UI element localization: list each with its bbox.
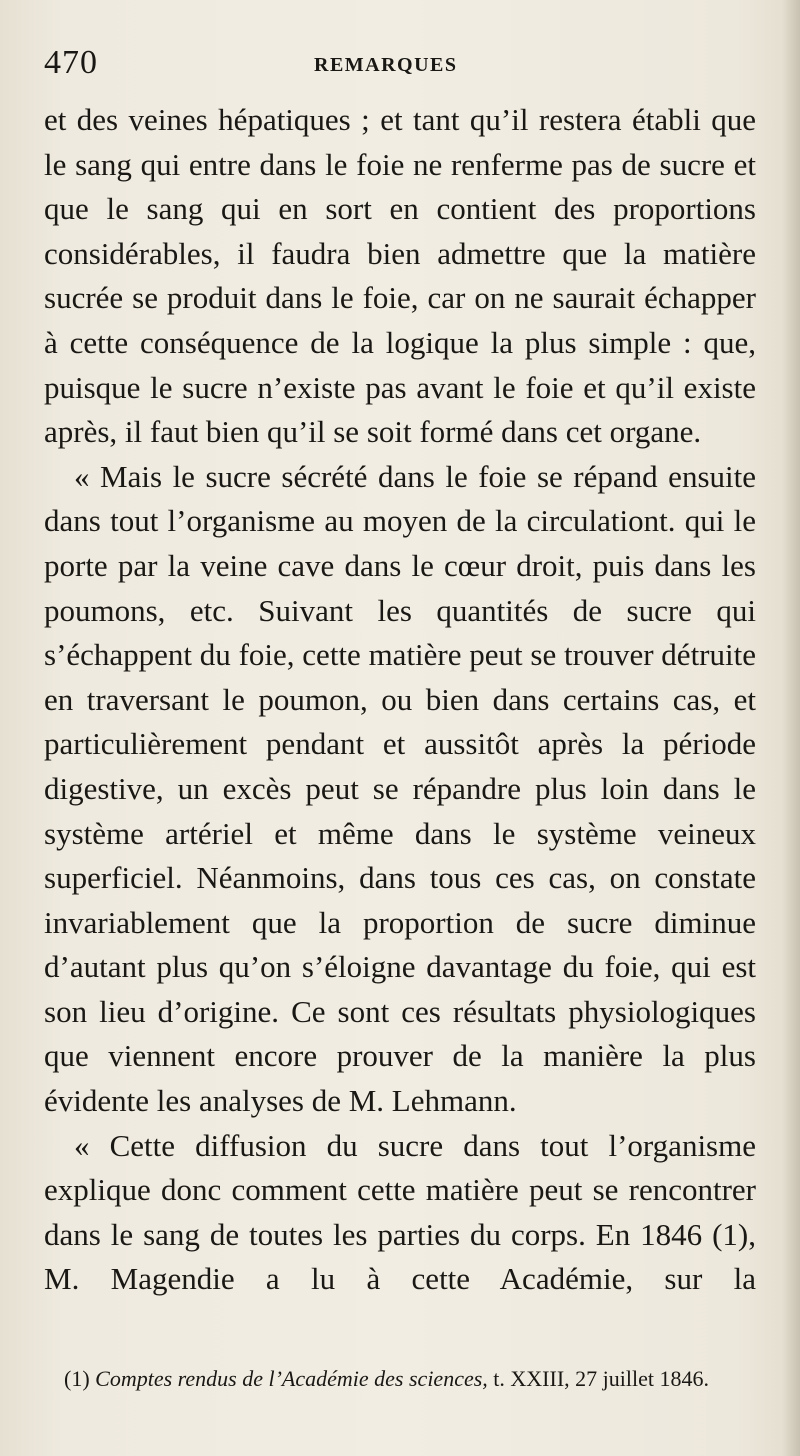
page-number: 470 xyxy=(44,44,98,81)
footnote-source-title: Comptes rendus de l’Académie des sciences, xyxy=(95,1366,488,1391)
paragraph-1: et des veines hépatiques ; et tant qu’il restera établi que le sang qui entre dans le foie ne renferme pas de sucre et que le sang qui en sort en contient des proportions considérables, il faudra bien admettre que la matière sucrée se produit dans le foie, car on ne saurait échapper à cette conséquence de la logique la plus simple : que, puisque le sucre n’existe pas avant le foie et qu’il existe après, il faut bien qu’il se soit formé dans cet organe. xyxy=(44,102,756,450)
body-text xyxy=(44,98,756,1302)
page-header xyxy=(44,40,756,86)
paragraph-2: « Mais le sucre sécrété dans le foie se répand ensuite dans tout l’organisme au moyen de la circulationt. qui le porte par la veine cave dans le cœur droit, puis dans les poumons, etc. Suivant les quantités de sucre qui s’échappent du foie, cette matière peut se trouver détruite en traversant le poumon, ou bien dans certains cas, et particulièrement pendant et aussitôt après la période digestive, un excès peut se répandre plus loin dans le système artériel et même dans le système veineux superficiel. Néanmoins, dans tous ces cas, on constate invariablement que la proportion de sucre diminue d’autant plus qu’on s’éloigne davantage du foie, qui est son lieu d’origine. Ce sont ces résultats physiologiques que viennent encore prouver de la manière la plus évidente les analyses de M. Lehmann. xyxy=(44,458,756,1119)
footnote-text xyxy=(44,1364,756,1393)
paragraph-3: « Cette diffusion du sucre dans tout l’organisme explique donc comment cette matière peut se rencontrer dans le sang de toutes les parties du corps. En 1846 (1), M. Magendie a lu à cette Académie, sur la xyxy=(44,1127,756,1297)
running-title: REMARQUES xyxy=(314,54,458,76)
footnote-marker: (1) xyxy=(64,1366,90,1391)
page-gutter-shadow xyxy=(782,0,800,1456)
footnote xyxy=(44,1364,756,1393)
footnote-source-detail: t. XXIII, 27 juillet 1846. xyxy=(493,1366,709,1391)
